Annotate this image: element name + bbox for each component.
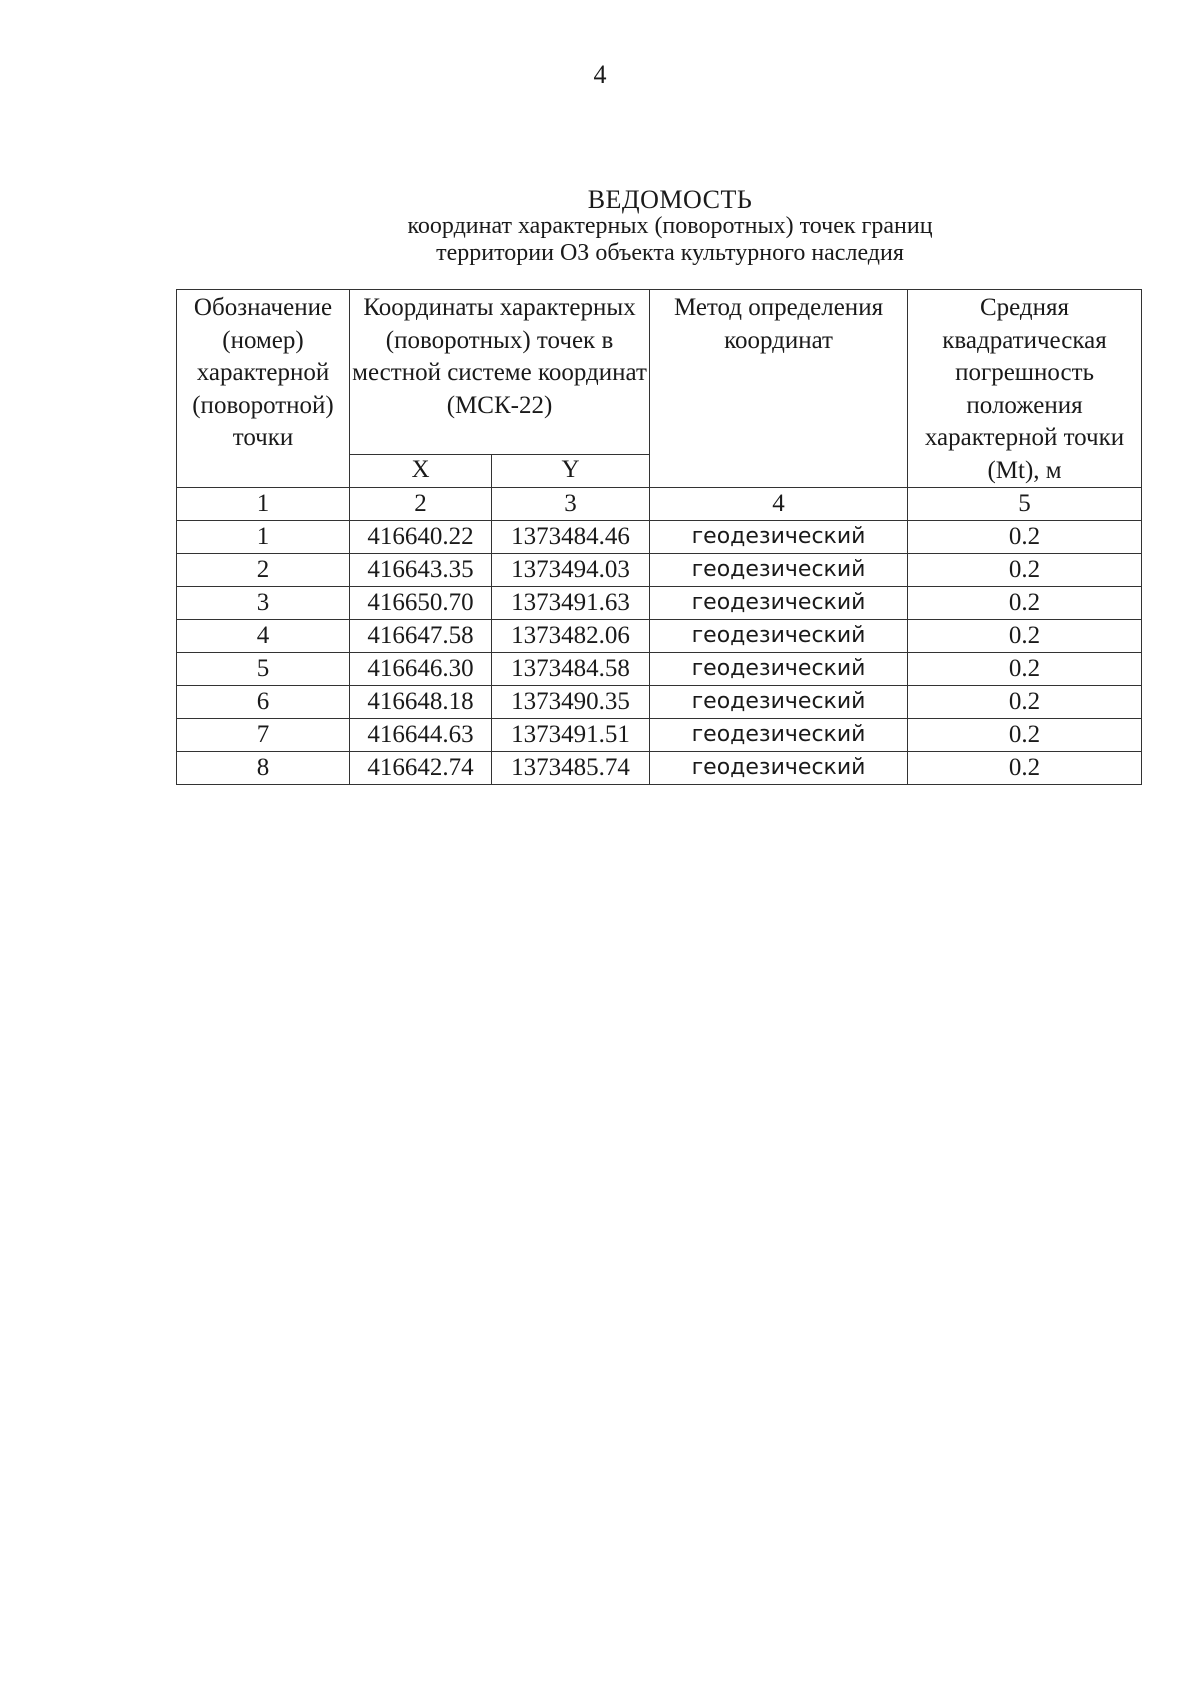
error-value: 0.2 — [908, 620, 1142, 653]
coordinates-table — [176, 289, 1142, 785]
table-row — [177, 521, 1142, 554]
method: геодезический — [650, 587, 908, 620]
coord-y: 1373484.58 — [492, 653, 650, 686]
method: геодезический — [650, 653, 908, 686]
coord-x: 416640.22 — [350, 521, 492, 554]
point-number: 5 — [177, 653, 350, 686]
error-value: 0.2 — [908, 554, 1142, 587]
page-number: 4 — [593, 60, 607, 89]
coord-y: 1373482.06 — [492, 620, 650, 653]
point-number: 7 — [177, 719, 350, 752]
table-row — [177, 752, 1142, 785]
table-row — [177, 653, 1142, 686]
error-value: 0.2 — [908, 752, 1142, 785]
point-number: 3 — [177, 587, 350, 620]
method: геодезический — [650, 752, 908, 785]
column-number-row — [177, 488, 1142, 521]
column-number: 5 — [908, 488, 1142, 521]
title-main: ВЕДОМОСТЬ — [587, 185, 753, 214]
coord-y: 1373491.51 — [492, 719, 650, 752]
error-value: 0.2 — [908, 686, 1142, 719]
point-number: 8 — [177, 752, 350, 785]
method: геодезический — [650, 719, 908, 752]
coord-x: 416644.63 — [350, 719, 492, 752]
title-line-2: территории ОЗ объекта культурного наследия — [436, 240, 904, 266]
method: геодезический — [650, 554, 908, 587]
method: геодезический — [650, 686, 908, 719]
coord-y: 1373494.03 — [492, 554, 650, 587]
coord-y: 1373490.35 — [492, 686, 650, 719]
column-number: 2 — [350, 488, 492, 521]
header-method: Метод определения координат — [650, 290, 908, 488]
error-value: 0.2 — [908, 653, 1142, 686]
header-error: Средняя квадратическая погрешность положения характерной точки (Mt), м — [908, 290, 1142, 488]
column-number: 3 — [492, 488, 650, 521]
table-row — [177, 719, 1142, 752]
header-y: Y — [492, 455, 650, 488]
coord-y: 1373491.63 — [492, 587, 650, 620]
document-title — [320, 186, 1020, 267]
coord-x: 416648.18 — [350, 686, 492, 719]
coord-x: 416646.30 — [350, 653, 492, 686]
table-row — [177, 587, 1142, 620]
coord-y: 1373484.46 — [492, 521, 650, 554]
error-value: 0.2 — [908, 521, 1142, 554]
method: геодезический — [650, 620, 908, 653]
coord-x: 416647.58 — [350, 620, 492, 653]
error-value: 0.2 — [908, 719, 1142, 752]
table-row — [177, 686, 1142, 719]
point-number: 1 — [177, 521, 350, 554]
coord-x: 416642.74 — [350, 752, 492, 785]
coord-x: 416650.70 — [350, 587, 492, 620]
error-value: 0.2 — [908, 587, 1142, 620]
point-number: 2 — [177, 554, 350, 587]
header-designation: Обозначение (номер) характерной (поворотной) точки — [177, 290, 350, 488]
point-number: 6 — [177, 686, 350, 719]
coord-y: 1373485.74 — [492, 752, 650, 785]
header-coordinates: Координаты характерных (поворотных) точек в местной системе координат (МСК-22) — [350, 290, 650, 455]
column-number: 4 — [650, 488, 908, 521]
coord-x: 416643.35 — [350, 554, 492, 587]
method: геодезический — [650, 521, 908, 554]
point-number: 4 — [177, 620, 350, 653]
header-x: X — [350, 455, 492, 488]
table-row — [177, 554, 1142, 587]
table-row — [177, 620, 1142, 653]
column-number: 1 — [177, 488, 350, 521]
title-line-1: координат характерных (поворотных) точек границ — [407, 213, 933, 239]
